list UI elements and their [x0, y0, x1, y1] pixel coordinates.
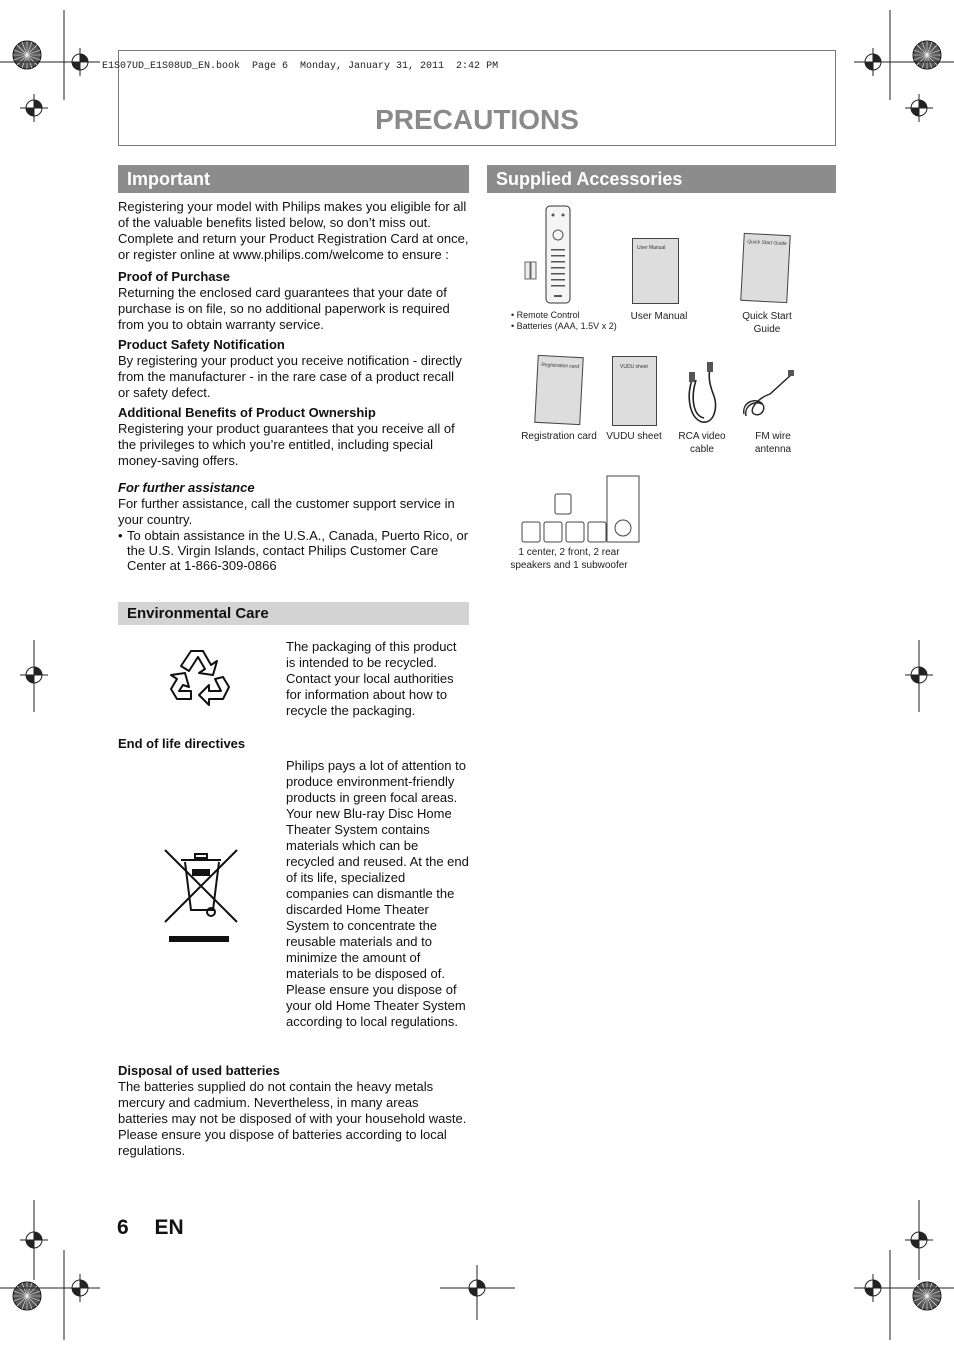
batteries-section — [118, 1063, 469, 1159]
user-manual-image — [632, 238, 679, 304]
assist-bullet — [118, 528, 469, 573]
safety-text: By registering your product you receive notification - directly from the manufacturer - in the rare case of a product recall or safety defect. — [118, 353, 462, 400]
recycle-icon — [165, 643, 237, 711]
environmental-care-heading: Environmental Care — [118, 602, 469, 625]
crossed-bin-icon — [163, 846, 239, 942]
speakers-label-1: 1 center, 2 front, 2 rear — [518, 547, 620, 558]
page-title: PRECAUTIONS — [375, 104, 579, 135]
quick-start-label-1: Quick Start — [742, 311, 792, 322]
quick-start-cover-text: Quick Start Guide — [747, 239, 787, 248]
remote-control-icon — [543, 205, 573, 305]
proof-text: Returning the enclosed card guarantees that your date of purchase is on file, so no additional paperwork is required from you to obtain warranty service. — [118, 285, 450, 332]
speakers-icon — [519, 474, 643, 546]
batteries-text: The batteries supplied do not contain the heavy metals mercury and cadmium. Nevertheless, in many areas batteries may not be disposed of with your household waste. Please ensure you dispose of batteries according to local regulations. — [118, 1079, 467, 1158]
batteries-title: Disposal of used batteries — [118, 1063, 280, 1078]
quick-start-caption — [727, 310, 807, 336]
important-heading: Important — [118, 165, 469, 193]
packaging-text: The packaging of this product is intended to be recycled. Contact your local authorities for information about how to recycle the packaging. — [286, 639, 457, 718]
supplied-accessories-heading: Supplied Accessories — [487, 165, 836, 193]
user-manual-cover-text: User Manual — [637, 245, 666, 251]
rca-caption — [664, 430, 740, 456]
fm-antenna-icon — [740, 368, 798, 422]
assist-bullet-text: To obtain assistance in the U.S.A., Canada, Puerto Rico, or the U.S. Virgin Islands, contact Philips Customer Care Center at 1-866-309-0866 — [127, 528, 469, 573]
registration-cover-text: Registration card — [541, 362, 580, 371]
benefits-text: Registering your product guarantees that you receive all of the privileges to which you’re entitled, including special money-saving offers. — [118, 421, 455, 468]
batteries-item-label: • Batteries (AAA, 1.5V x 2) — [511, 321, 617, 331]
vudu-cover-text: VUDU sheet — [620, 364, 648, 370]
important-intro: Registering your model with Philips makes you eligible for all of the valuable benefits listed below, so don’t miss out. Complete and return your Product Registration Card at once, or register online at www.philips.com/welcome to ensure : — [118, 199, 469, 262]
speakers-caption — [500, 546, 638, 572]
rca-label-2: cable — [690, 444, 714, 455]
vudu-sheet-image — [612, 356, 657, 426]
important-section — [118, 199, 469, 573]
fm-label-2: antenna — [754, 444, 792, 455]
rca-cable-icon — [684, 358, 724, 428]
batteries-icon — [524, 260, 538, 280]
file-info: E1S07UD_E1S08UD_EN.book Page 6 Monday, January 31, 2011 2:42 PM — [102, 61, 499, 72]
speakers-label-2: speakers and 1 subwoofer — [510, 560, 628, 571]
registration-card-image — [534, 355, 583, 425]
language-code: EN — [154, 1216, 184, 1239]
safety-title: Product Safety Notification — [118, 337, 285, 352]
assist-title: For further assistance — [118, 480, 255, 495]
remote-item-label: • Remote Control — [511, 310, 580, 320]
eol-title: End of life directives — [118, 736, 246, 751]
eol-text: Philips pays a lot of attention to produce environment-friendly products in green focal areas. Your new Blu-ray Disc Home Theater System contains materials which can be recycled and reused. At the end of its life, specialized companies can dismantle the discarded Home Theater System to concentrate the reusable materials and to minimize the amount of materials to be disposed of. Please ensure you dispose of your old Home Theater System according to local regulations. — [286, 758, 469, 1029]
proof-title: Proof of Purchase — [118, 269, 230, 284]
assist-text: For further assistance, call the customer support service in your country. — [118, 496, 455, 527]
fm-label-1: FM wire — [755, 431, 791, 442]
remote-caption — [511, 310, 617, 332]
bullet-dot: • — [118, 528, 123, 543]
vudu-sheet-caption: VUDU sheet — [606, 431, 662, 442]
registration-card-caption: Registration card — [521, 431, 597, 442]
benefits-title: Additional Benefits of Product Ownership — [118, 405, 376, 420]
user-manual-caption: User Manual — [630, 311, 688, 322]
quick-start-image — [740, 233, 790, 303]
page-number — [117, 1216, 184, 1240]
page-number-value: 6 — [117, 1216, 129, 1239]
rca-label-1: RCA video — [678, 431, 726, 442]
fm-antenna-caption — [734, 430, 812, 456]
quick-start-label-2: Guide — [753, 324, 781, 335]
